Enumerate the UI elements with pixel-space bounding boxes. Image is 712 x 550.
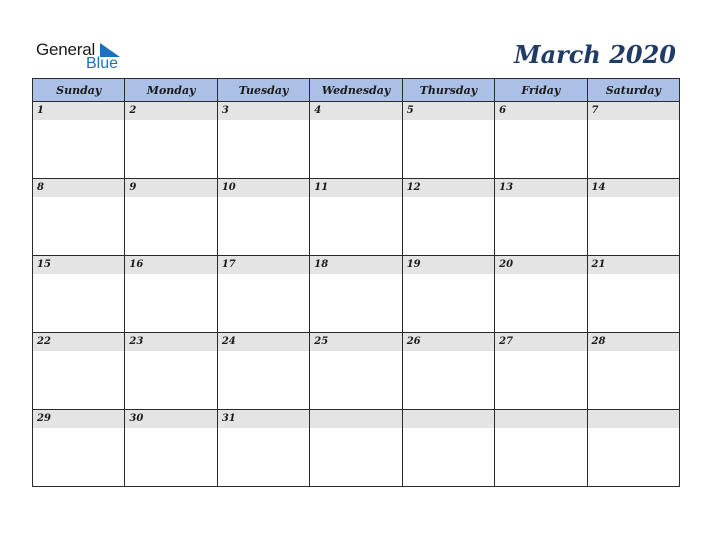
day-number: 18 [310,256,401,274]
day-cell [33,179,125,256]
day-number [495,410,586,428]
day-number: 13 [495,179,586,197]
day-cell [587,256,679,333]
week-row [33,256,680,333]
weekday-sunday: Sunday [33,79,125,102]
calendar-grid [32,78,680,487]
day-number: 26 [403,333,494,351]
day-cell [217,102,309,179]
day-cell [33,410,125,487]
day-cell [587,179,679,256]
day-number: 1 [33,102,124,120]
day-number: 29 [33,410,124,428]
day-number: 28 [588,333,679,351]
day-number: 22 [33,333,124,351]
day-number: 10 [218,179,309,197]
day-number: 5 [403,102,494,120]
day-cell [402,333,494,410]
day-number: 25 [310,333,401,351]
day-cell-empty [310,410,402,487]
day-cell [402,102,494,179]
day-number: 16 [125,256,216,274]
day-cell [125,333,217,410]
day-number: 7 [588,102,679,120]
day-number: 20 [495,256,586,274]
weekday-saturday: Saturday [587,79,679,102]
day-cell [495,256,587,333]
day-cell [125,102,217,179]
day-number: 15 [33,256,124,274]
weekday-tuesday: Tuesday [217,79,309,102]
day-number: 21 [588,256,679,274]
day-cell [310,102,402,179]
weekday-header-row [33,79,680,102]
logo-text-general: General [36,40,96,59]
day-cell-empty [402,410,494,487]
day-cell-empty [587,410,679,487]
day-cell [402,179,494,256]
day-number: 24 [218,333,309,351]
day-cell [310,256,402,333]
brand-logo [36,40,136,74]
day-number: 19 [403,256,494,274]
day-cell [495,333,587,410]
day-number: 6 [495,102,586,120]
day-cell [495,179,587,256]
week-row [33,179,680,256]
day-number: 2 [125,102,216,120]
day-number: 8 [33,179,124,197]
day-cell [217,256,309,333]
day-number: 14 [588,179,679,197]
day-number [310,410,401,428]
day-cell [310,333,402,410]
day-cell [217,333,309,410]
day-cell [33,333,125,410]
day-cell [217,179,309,256]
day-number: 17 [218,256,309,274]
week-row [33,333,680,410]
day-number: 27 [495,333,586,351]
day-cell [125,179,217,256]
day-cell [33,102,125,179]
day-number: 11 [310,179,401,197]
day-cell [217,410,309,487]
day-cell [402,256,494,333]
week-row [33,410,680,487]
day-number: 3 [218,102,309,120]
day-cell [33,256,125,333]
day-number: 23 [125,333,216,351]
weekday-monday: Monday [125,79,217,102]
weekday-wednesday: Wednesday [310,79,402,102]
day-cell-empty [495,410,587,487]
logo-text-blue: Blue [86,55,119,72]
weekday-thursday: Thursday [402,79,494,102]
day-number: 12 [403,179,494,197]
day-cell [495,102,587,179]
day-number: 30 [125,410,216,428]
calendar-title: March 2020 [514,40,676,69]
day-number [588,410,679,428]
weekday-friday: Friday [495,79,587,102]
day-number [403,410,494,428]
week-row [33,102,680,179]
day-cell [125,256,217,333]
day-cell [587,333,679,410]
day-cell [310,179,402,256]
day-number: 9 [125,179,216,197]
day-cell [587,102,679,179]
day-cell [125,410,217,487]
day-number: 4 [310,102,401,120]
day-number: 31 [218,410,309,428]
